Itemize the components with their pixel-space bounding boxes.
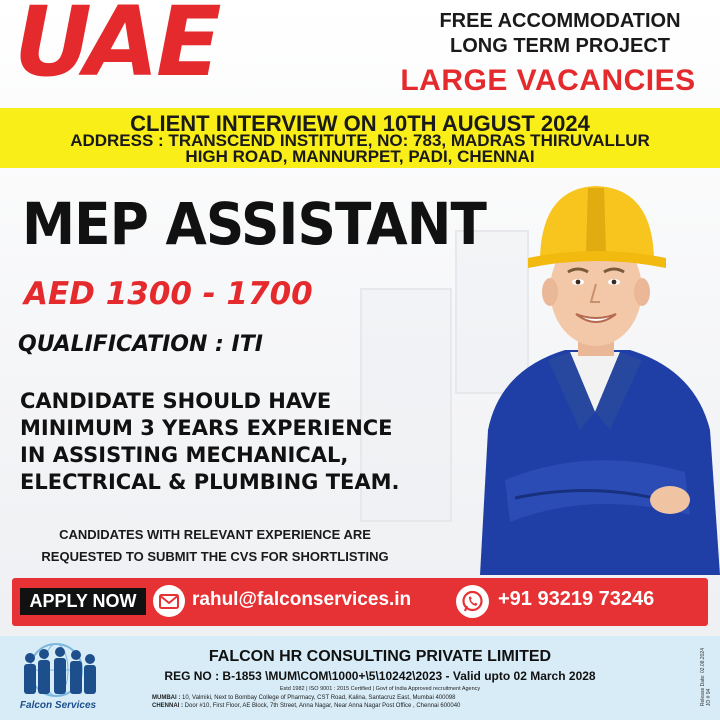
requirements <box>20 388 460 496</box>
falcon-logo <box>8 640 108 700</box>
mail-icon <box>153 585 185 617</box>
requirement-line: MINIMUM 3 YEARS EXPERIENCE <box>20 416 393 440</box>
benefit-vacancies: LARGE VACANCIES <box>400 64 696 97</box>
mumbai-address: MUMBAI : 10, Valmiki, Next to Bombay College of Pharmacy, CST Road, Kalina, Santacruz East, Mumbai 400098 <box>152 695 456 701</box>
chennai-address: CHENNAI : Door #10, First Floor, AE Block, 7th Street, Anna Nagar, Near Anna Nagar Post Office , Chennai 600040 <box>152 703 461 709</box>
requirement-line: IN ASSISTING MECHANICAL, <box>20 443 349 467</box>
email-link[interactable]: rahul@falconservices.in <box>192 589 412 610</box>
note-line2: REQUESTED TO SUBMIT THE CVS FOR SHORTLISTING <box>41 549 389 564</box>
requirement-line: ELECTRICAL & PLUMBING TEAM. <box>20 470 400 494</box>
release-date: Release Date: 02.08.2024 <box>700 648 706 707</box>
registration-number: REG NO : B-1853 \MUM\COM\1000+\5\10242\2023 - Valid upto 02 March 2028 <box>164 669 596 683</box>
whatsapp-icon <box>456 585 489 618</box>
office-addresses <box>152 694 622 710</box>
brand-name: Falcon Services <box>19 700 97 711</box>
apply-now-button[interactable]: APPLY NOW <box>20 588 146 615</box>
interview-address-line2: HIGH ROAD, MANNURPET, PADI, CHENNAI <box>185 147 535 166</box>
company-name: FALCON HR CONSULTING PRIVATE LIMITED <box>208 648 552 665</box>
job-title: MEP ASSISTANT <box>22 190 486 258</box>
company-credentials: Estd 1982 | ISO 9001 : 2015 Certified | Govt of India Approved recruitment Agency <box>279 686 481 692</box>
interview-address <box>0 133 720 165</box>
benefit-accommodation: FREE ACCOMMODATION <box>439 10 681 32</box>
interview-address-line1: ADDRESS : TRANSCEND INSTITUTE, NO: 783, MADRAS THIRUVALLUR <box>70 131 650 150</box>
headline: UAE <box>14 0 219 98</box>
release-info <box>700 648 712 706</box>
benefit-long-term: LONG TERM PROJECT <box>449 35 670 57</box>
worker-illustration <box>470 180 720 575</box>
phone-number[interactable]: +91 93219 73246 <box>498 588 655 610</box>
job-order-number: JO # 94 <box>706 688 712 707</box>
interview-title: CLIENT INTERVIEW ON 10TH AUGUST 2024 <box>130 111 590 136</box>
note-line1: CANDIDATES WITH RELEVANT EXPERIENCE ARE <box>59 527 371 542</box>
requirement-line: CANDIDATE SHOULD HAVE <box>20 389 332 413</box>
salary: AED 1300 - 1700 <box>24 276 313 312</box>
shortlisting-note <box>0 524 430 568</box>
qualification: QUALIFICATION : ITI <box>18 332 263 357</box>
